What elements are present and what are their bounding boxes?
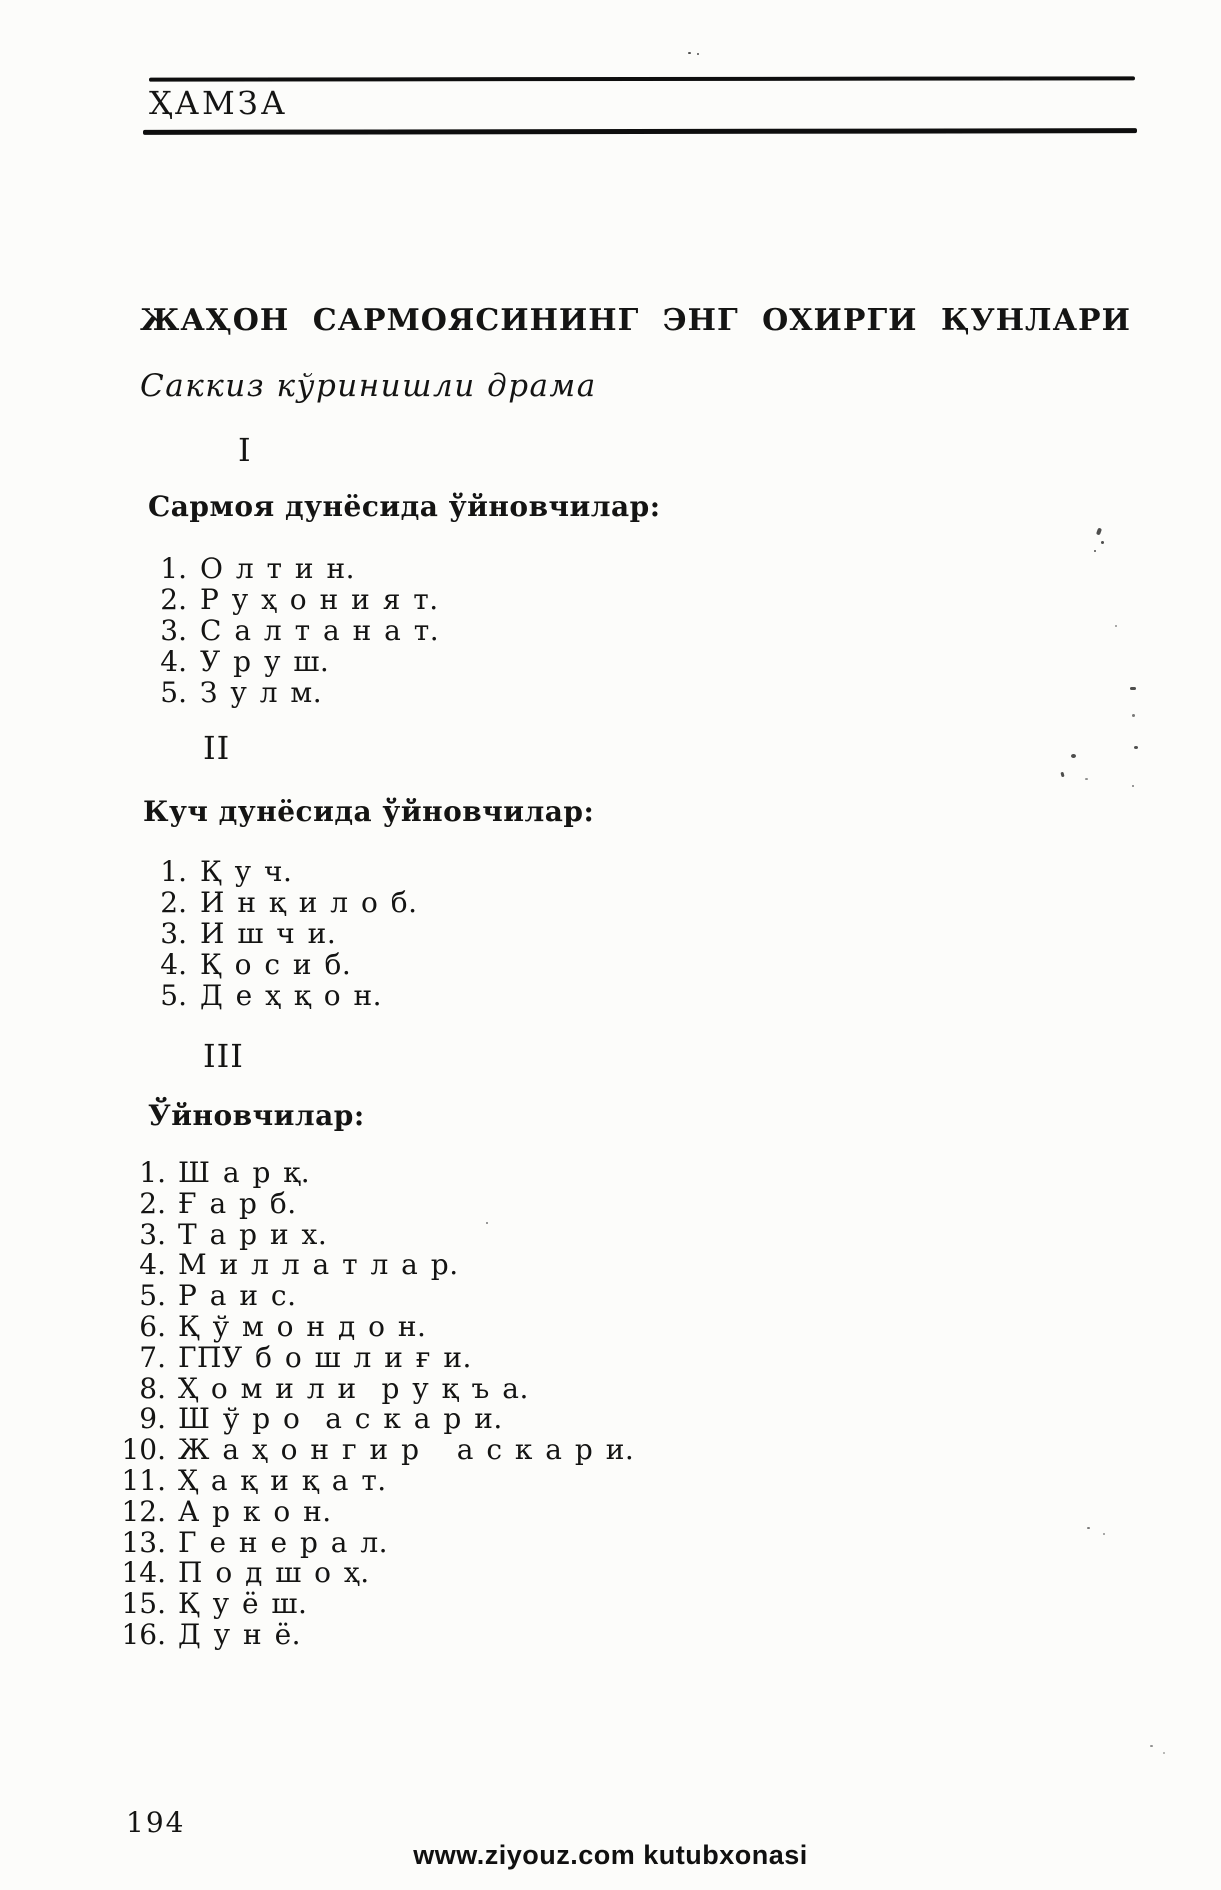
cast-list-3: [118, 1158, 634, 1651]
cast-item: [118, 1217, 634, 1251]
running-header-title: ҲАМЗА: [149, 84, 288, 122]
item-number: 4.: [160, 948, 187, 981]
item-number: 15.: [121, 1587, 166, 1621]
cast-item: [118, 1463, 634, 1497]
scan-speck: [1087, 1527, 1090, 1529]
item-number: 10.: [121, 1433, 166, 1467]
scan-speck: [1132, 714, 1135, 717]
item-name: Ҳ о м и л и р у қ ъ а.: [178, 1371, 529, 1405]
item-number: 5.: [160, 676, 187, 709]
page-number: 194: [126, 1806, 186, 1839]
item-number: 6.: [139, 1309, 166, 1343]
item-name: А р к о н.: [178, 1494, 332, 1528]
item-number: 2.: [160, 583, 187, 616]
item-number: 3.: [139, 1217, 166, 1251]
item-number: 13.: [121, 1525, 166, 1559]
item-number: 3.: [160, 614, 187, 647]
cast-item: [118, 1250, 634, 1281]
item-name: И н қ и л о б.: [200, 886, 418, 919]
item-name: Қ ў м о н д о н.: [178, 1309, 427, 1343]
item-name: Қ у ё ш.: [178, 1587, 308, 1621]
item-number: 1.: [139, 1156, 166, 1189]
cast-item: [139, 677, 439, 708]
scan-speck: [1094, 550, 1096, 552]
section-numeral-1: I: [238, 431, 252, 469]
scan-speck: [688, 52, 691, 54]
section-heading-2: Куч дунёсида ўйновчилар:: [143, 795, 595, 828]
scan-speck: [1085, 778, 1088, 780]
cast-item: [118, 1525, 634, 1559]
cast-item: [139, 615, 439, 646]
cast-item: [118, 1281, 634, 1312]
item-name: Т а р и х.: [178, 1217, 328, 1251]
item-name: Р у ҳ о н и я т.: [200, 583, 439, 616]
section-numeral-2: II: [203, 729, 231, 767]
scan-speck: [1101, 541, 1104, 544]
cast-item: [118, 1186, 634, 1220]
item-number: 5.: [160, 979, 187, 1012]
item-name: Қ о с и б.: [200, 948, 352, 981]
item-name: Г е н е р а л.: [178, 1525, 389, 1559]
scan-speck: [1115, 625, 1117, 627]
item-name: ГПУ б о ш л и ғ и.: [178, 1340, 472, 1374]
cast-item: [139, 646, 439, 677]
item-number: 16.: [121, 1617, 166, 1651]
section-heading-1: Сармоя дунёсида ўйновчилар:: [148, 490, 661, 523]
cast-item: [118, 1558, 634, 1589]
scan-speck: [1134, 746, 1138, 749]
cast-item: [118, 1589, 634, 1620]
cast-item: [139, 856, 418, 887]
scan-speck: [1103, 1533, 1105, 1535]
item-number: 5.: [139, 1279, 166, 1313]
scan-speck: [1071, 754, 1076, 758]
item-name: Р а и с.: [178, 1279, 297, 1313]
play-subtitle: Саккиз кўринишли драма: [140, 368, 597, 404]
cast-item: [118, 1340, 634, 1374]
item-name: Ҳ а қ и қ а т.: [178, 1463, 387, 1497]
scan-speck: [1132, 785, 1134, 787]
cast-item: [118, 1494, 634, 1528]
cast-item: [139, 584, 439, 615]
cast-item: [118, 1617, 634, 1651]
item-number: 1.: [160, 855, 187, 888]
item-name: Ш а р қ.: [178, 1156, 311, 1189]
item-name: Д у н ё.: [178, 1617, 302, 1651]
item-name: О л т и н.: [200, 552, 356, 585]
item-number: 2.: [160, 886, 187, 919]
scan-speck: [1163, 1752, 1165, 1754]
item-name: И ш ч и.: [200, 917, 337, 950]
cast-item: [139, 918, 418, 949]
item-name: С а л т а н а т.: [200, 614, 440, 647]
cast-item: [139, 949, 418, 980]
section-heading-3: Ўйновчилар:: [148, 1099, 365, 1132]
cast-item: [118, 1435, 634, 1466]
scan-speck: [1150, 1745, 1153, 1747]
cast-item: [118, 1309, 634, 1343]
header-rule-top: [149, 76, 1135, 81]
item-number: 14.: [121, 1556, 166, 1590]
watermark-footer: www.ziyouz.com kutubxonasi: [413, 1840, 808, 1870]
item-number: 8.: [139, 1371, 166, 1405]
cast-item: [118, 1371, 634, 1405]
item-name: У р у ш.: [200, 645, 330, 678]
item-number: 3.: [160, 917, 187, 950]
item-name: Ш ў р о а с к а р и.: [178, 1402, 503, 1436]
item-name: Қ у ч.: [200, 855, 293, 888]
item-name: Д е ҳ қ о н.: [200, 979, 383, 1012]
scan-speck: [1096, 528, 1102, 536]
item-name: Ж а ҳ о н г и р а с к а р и.: [178, 1433, 635, 1467]
item-number: 1.: [160, 552, 187, 585]
scan-speck: [697, 53, 699, 55]
item-name: З у л м.: [200, 676, 323, 709]
play-title: ЖАҲОН САРМОЯСИНИНГ ЭНГ ОХИРГИ ҚУНЛАРИ: [140, 303, 1131, 338]
cast-item: [139, 553, 439, 584]
cast-item: [139, 887, 418, 918]
cast-item: [139, 980, 418, 1011]
item-name: П о д ш о ҳ.: [178, 1556, 370, 1590]
item-number: 9.: [139, 1402, 166, 1436]
cast-item: [118, 1404, 634, 1435]
item-number: 7.: [139, 1340, 166, 1374]
item-number: 11.: [121, 1463, 166, 1497]
item-name: М и л л а т л а р.: [178, 1248, 459, 1282]
item-number: 4.: [139, 1248, 166, 1282]
scan-speck: [486, 1222, 488, 1224]
scan-speck: [1060, 772, 1064, 778]
cast-list-1: [139, 553, 439, 708]
cast-list-2: [139, 856, 418, 1011]
section-numeral-3: III: [203, 1037, 244, 1075]
item-number: 12.: [121, 1494, 166, 1528]
scan-speck: [1130, 687, 1136, 690]
item-number: 4.: [160, 645, 187, 678]
item-name: Ғ а р б.: [178, 1186, 297, 1220]
cast-item: [118, 1158, 634, 1189]
header-rule-bottom: [143, 128, 1137, 135]
item-number: 2.: [139, 1186, 166, 1220]
